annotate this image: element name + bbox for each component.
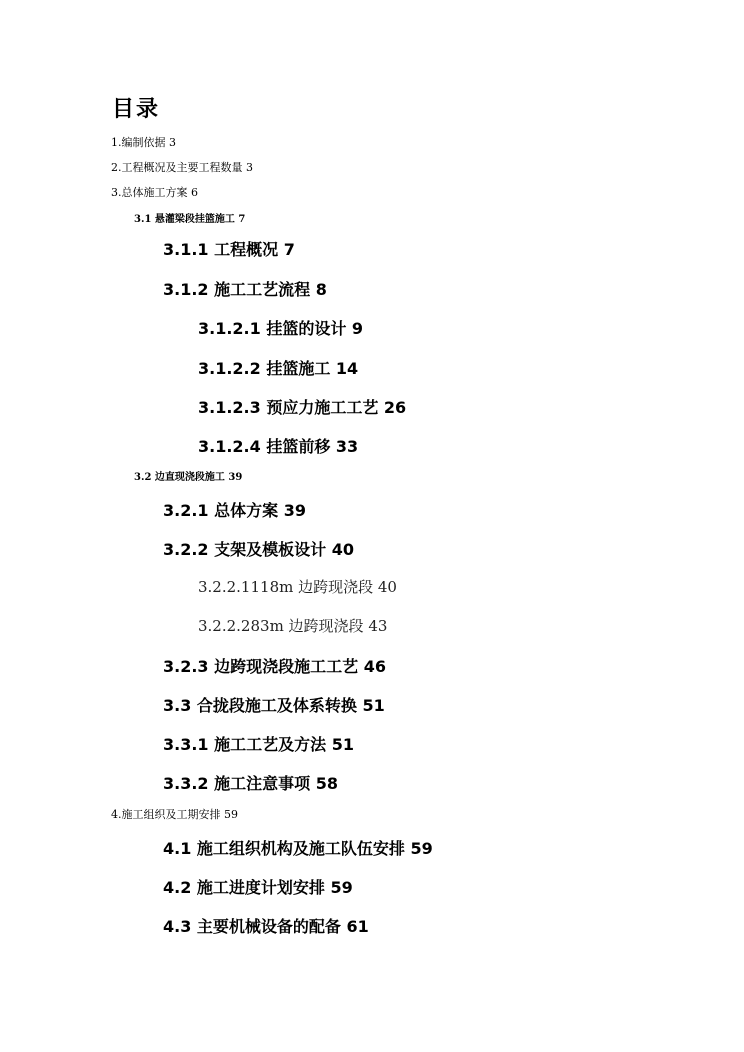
toc-entry[interactable]: 3.1.2.1 挂篮的设计 9 <box>198 319 364 338</box>
toc-entry[interactable]: 3.2.1 总体方案 39 <box>163 501 306 520</box>
toc-entry[interactable]: 3.总体施工方案 6 <box>111 186 198 199</box>
toc-entry[interactable]: 4.2 施工进度计划安排 59 <box>163 878 353 897</box>
toc-entry[interactable]: 3.1.1 工程概况 7 <box>163 240 295 259</box>
toc-entry[interactable]: 3.2.2.283m 边跨现浇段 43 <box>198 617 388 635</box>
toc-entry[interactable]: 3.1.2.3 预应力施工工艺 26 <box>198 398 407 417</box>
toc-entry[interactable]: 1.编制依据 3 <box>111 136 176 149</box>
toc-entry[interactable]: 3.2.3 边跨现浇段施工工艺 46 <box>163 657 386 676</box>
toc-entry[interactable]: 3.1.2.4 挂篮前移 33 <box>198 437 359 456</box>
toc-entry[interactable]: 3.1 悬灌梁段挂篮施工 7 <box>134 214 246 225</box>
toc-entry[interactable]: 3.2 边直现浇段施工 39 <box>134 472 243 483</box>
toc-entry[interactable]: 2.工程概况及主要工程数量 3 <box>111 161 253 174</box>
toc-entry[interactable]: 4.3 主要机械设备的配备 61 <box>163 917 369 936</box>
toc-entry[interactable]: 3.1.2 施工工艺流程 8 <box>163 280 327 299</box>
toc-entry[interactable]: 3.3.2 施工注意事项 58 <box>163 774 338 793</box>
toc-entry[interactable]: 3.2.2.1118m 边跨现浇段 40 <box>198 578 397 596</box>
toc-entry[interactable]: 4.1 施工组织机构及施工队伍安排 59 <box>163 839 433 858</box>
toc-entry[interactable]: 3.2.2 支架及模板设计 40 <box>163 540 354 559</box>
toc-title: 目录 <box>112 97 161 122</box>
toc-entry[interactable]: 3.3 合拢段施工及体系转换 51 <box>163 696 385 715</box>
toc-entry[interactable]: 3.1.2.2 挂篮施工 14 <box>198 359 359 378</box>
toc-entry[interactable]: 4.施工组织及工期安排 59 <box>111 808 238 821</box>
toc-entry[interactable]: 3.3.1 施工工艺及方法 51 <box>163 735 354 754</box>
